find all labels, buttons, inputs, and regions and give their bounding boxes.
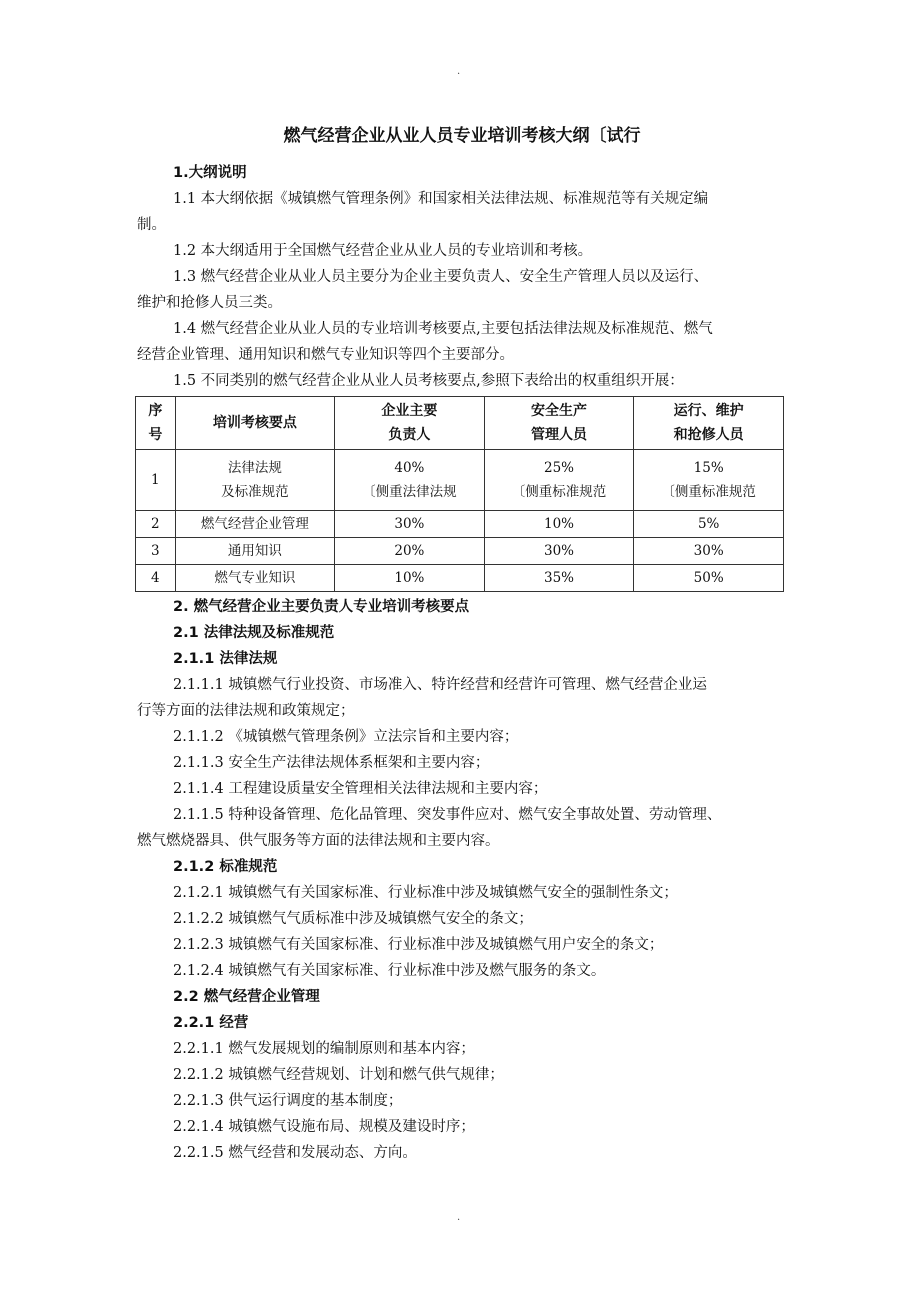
row-number-cell: 4 xyxy=(136,565,176,592)
cell-text: 〔侧重法律法规 xyxy=(362,484,457,500)
section-heading: 2.1.1 法律法规 xyxy=(173,651,278,667)
header-text: 和抢修人员 xyxy=(673,427,744,443)
paragraph-line: 1.2 本大纲适用于全国燃气经营企业从业人员的专业培训和考核。 xyxy=(173,243,593,259)
paragraph-line: 行等方面的法律法规和政策规定； xyxy=(137,703,355,719)
paragraph-line: 1.5 不同类别的燃气经营企业从业人员考核要点,参照下表给出的权重组织开展： xyxy=(173,373,684,389)
weight-cell xyxy=(484,511,634,538)
cell-text: 30% xyxy=(693,543,724,559)
header-text: 企业主要 xyxy=(381,403,438,419)
cell-text: 25% xyxy=(544,460,575,476)
table-header-cell xyxy=(136,397,176,450)
page-mark-bottom: . xyxy=(457,1212,461,1223)
weight-cell xyxy=(634,565,784,592)
weight-cell xyxy=(335,450,485,511)
table-row xyxy=(136,511,784,538)
weight-cell xyxy=(335,565,485,592)
weight-cell xyxy=(335,538,485,565)
row-number-cell: 1 xyxy=(136,450,176,511)
table-row xyxy=(136,450,784,511)
paragraph-line: 2.1.2.4 城镇燃气有关国家标准、行业标准中涉及燃气服务的条文。 xyxy=(173,963,606,979)
paragraph-line: 经营企业管理、通用知识和燃气专业知识等四个主要部分。 xyxy=(137,347,514,363)
paragraph-line: 2.2.1.5 燃气经营和发展动态、方向。 xyxy=(173,1145,417,1161)
table-header-cell xyxy=(335,397,485,450)
paragraph-line: 1.4 燃气经营企业从业人员的专业培训考核要点,主要包括法律法规及标准规范、燃气 xyxy=(173,321,713,337)
training-item-cell xyxy=(175,565,334,592)
weight-cell xyxy=(484,538,634,565)
paragraph-line: 1.3 燃气经营企业从业人员主要分为企业主要负责人、安全生产管理人员以及运行、 xyxy=(173,269,709,285)
paragraph-line: 2.1.2.2 城镇燃气气质标准中涉及城镇燃气安全的条文； xyxy=(173,911,533,927)
section-heading: 1.大纲说明 xyxy=(173,165,247,181)
section-outline-description xyxy=(137,160,787,394)
cell-text: 40% xyxy=(394,460,425,476)
header-text: 负责人 xyxy=(388,427,431,443)
paragraph-line: 2.1.1.5 特种设备管理、危化品管理、突发事件应对、燃气安全事故处置、劳动管理、 xyxy=(173,807,722,823)
training-item-cell xyxy=(175,538,334,565)
cell-text: 法律法规 xyxy=(227,460,282,476)
paragraph-line: 2.1.1.1 城镇燃气行业投资、市场准入、特许经营和经营许可管理、燃气经营企业运 xyxy=(173,677,707,693)
cell-text: 燃气专业知识 xyxy=(214,570,296,586)
document-title: 燃气经营企业从业人员专业培训考核大纲〔试行 xyxy=(283,126,641,146)
paragraph-line: 2.1.2.3 城镇燃气有关国家标准、行业标准中涉及城镇燃气用户安全的条文； xyxy=(173,937,664,953)
page-mark-top: . xyxy=(457,66,461,77)
paragraph-line: 2.1.1.3 安全生产法律法规体系框架和主要内容； xyxy=(173,755,490,771)
header-text: 安全生产 xyxy=(531,403,587,419)
cell-text: 35% xyxy=(544,570,575,586)
paragraph-line: 2.1.1.2 《城镇燃气管理条例》立法宗旨和主要内容； xyxy=(173,729,519,745)
weight-cell xyxy=(335,511,485,538)
table-header-row xyxy=(136,397,784,450)
document-body xyxy=(137,120,787,1166)
weight-cell xyxy=(634,511,784,538)
table-header-cell xyxy=(484,397,634,450)
header-text: 培训考核要点 xyxy=(212,415,297,431)
header-text: 管理人员 xyxy=(531,427,587,443)
section-heading: 2.2.1 经营 xyxy=(173,1015,249,1031)
table-row xyxy=(136,565,784,592)
cell-text: 50% xyxy=(693,570,724,586)
cell-text: 燃气经营企业管理 xyxy=(200,516,309,532)
paragraph-line: 燃气燃烧器具、供气服务等方面的法律法规和主要内容。 xyxy=(137,833,500,849)
cell-text: 〔侧重标准规范 xyxy=(511,484,607,500)
cell-text: 〔侧重标准规范 xyxy=(661,484,756,500)
table-header-cell xyxy=(175,397,334,450)
header-text: 运行、维护 xyxy=(673,403,744,419)
header-text: 序 xyxy=(148,403,163,419)
header-text: 号 xyxy=(148,427,163,443)
section-heading: 2.1.2 标准规范 xyxy=(173,859,278,875)
cell-text: 30% xyxy=(394,516,425,532)
paragraph-line: 2.2.1.3 供气运行调度的基本制度； xyxy=(173,1093,403,1109)
section-heading: 2.1 法律法规及标准规范 xyxy=(173,625,335,641)
weight-cell xyxy=(634,538,784,565)
table-header-cell xyxy=(634,397,784,450)
training-item-cell xyxy=(175,511,334,538)
cell-text: 10% xyxy=(394,570,425,586)
weight-cell xyxy=(634,450,784,511)
cell-text: 10% xyxy=(544,516,575,532)
cell-text: 15% xyxy=(693,460,724,476)
cell-text: 及标准规范 xyxy=(221,484,289,500)
cell-text: 5% xyxy=(697,516,720,532)
weight-cell xyxy=(484,565,634,592)
paragraph-line: 2.2.1.1 燃气发展规划的编制原则和基本内容； xyxy=(173,1041,475,1057)
section-leader-training xyxy=(137,594,787,1166)
weight-table xyxy=(135,396,784,592)
paragraph-line: 2.1.2.1 城镇燃气有关国家标准、行业标准中涉及城镇燃气安全的强制性条文； xyxy=(173,885,678,901)
section-heading: 2. 燃气经营企业主要负责人专业培训考核要点 xyxy=(173,599,470,615)
paragraph-line: 2.1.1.4 工程建设质量安全管理相关法律法规和主要内容； xyxy=(173,781,548,797)
weight-cell xyxy=(484,450,634,511)
table-row xyxy=(136,538,784,565)
paragraph-line: 维护和抢修人员三类。 xyxy=(137,295,282,311)
training-item-cell xyxy=(175,450,334,511)
cell-text: 30% xyxy=(544,543,575,559)
row-number-cell: 3 xyxy=(136,538,176,565)
paragraph-line: 1.1 本大纲依据《城镇燃气管理条例》和国家相关法律法规、标准规范等有关规定编 xyxy=(173,191,709,207)
cell-text: 通用知识 xyxy=(227,543,282,559)
section-heading: 2.2 燃气经营企业管理 xyxy=(173,989,320,1005)
paragraph-line: 2.2.1.4 城镇燃气设施布局、规模及建设时序； xyxy=(173,1119,475,1135)
paragraph-line: 2.2.1.2 城镇燃气经营规划、计划和燃气供气规律； xyxy=(173,1067,504,1083)
paragraph-line: 制。 xyxy=(137,217,166,233)
cell-text: 20% xyxy=(394,543,425,559)
row-number-cell: 2 xyxy=(136,511,176,538)
